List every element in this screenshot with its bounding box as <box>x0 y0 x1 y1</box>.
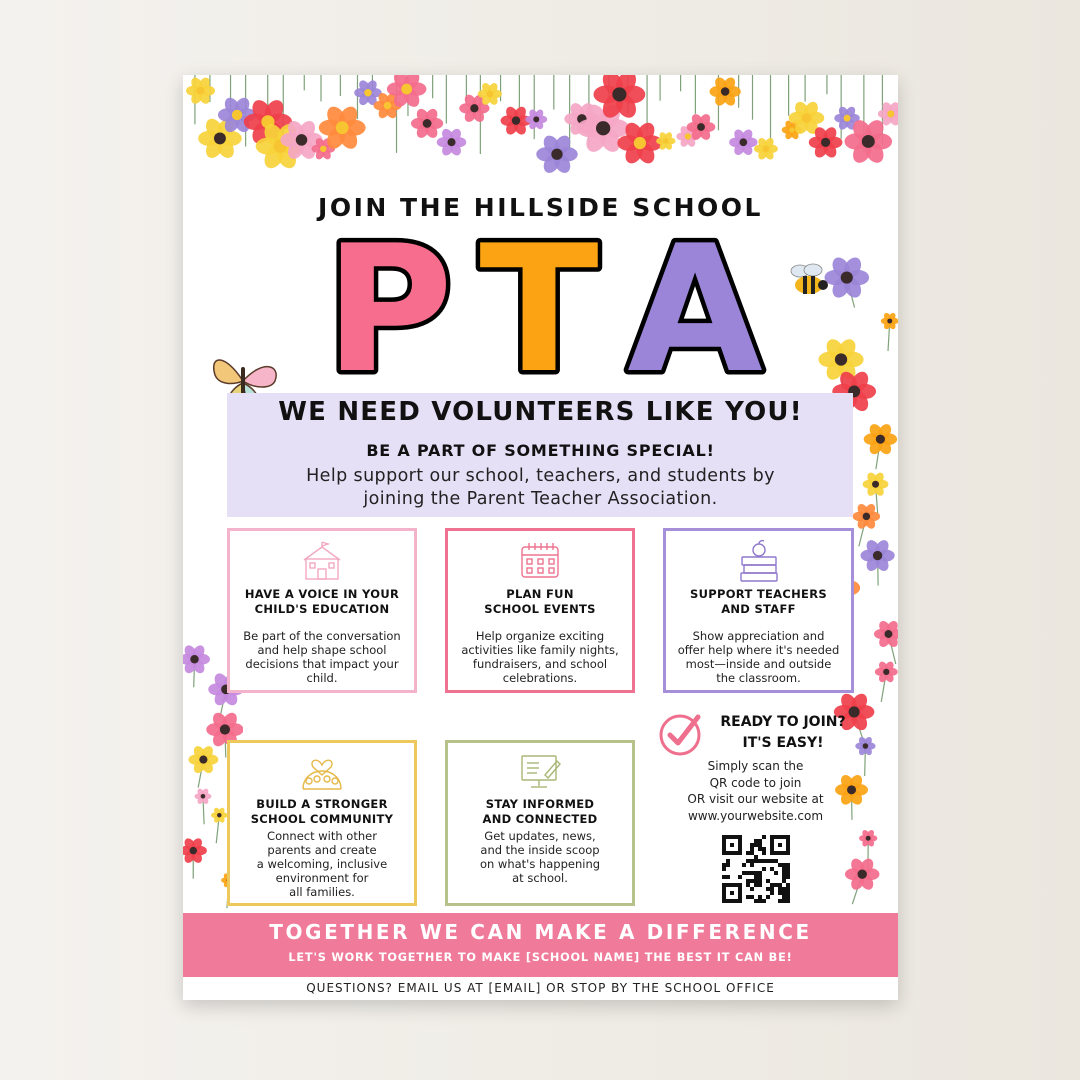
card-stay-informed <box>445 740 635 906</box>
card-title <box>454 797 626 827</box>
card-title-line: AND STAFF <box>721 602 796 616</box>
card-build-community <box>227 740 417 906</box>
card-title-line: PLAN FUN <box>506 587 574 601</box>
card-body <box>236 829 408 899</box>
card-body <box>236 629 408 685</box>
card-title-line: STAY INFORMED <box>485 797 595 811</box>
card-body-line: decisions that impact your <box>245 657 399 671</box>
card-have-a-voice <box>227 528 417 693</box>
card-body-line: Connect with other <box>267 829 377 843</box>
card-body-line: Get updates, news, <box>484 829 596 843</box>
card-plan-fun <box>445 528 635 693</box>
volunteer-subtitle: BE A PART OF SOMETHING SPECIAL! <box>366 441 715 460</box>
card-body-line: at school. <box>512 871 568 885</box>
card-title <box>236 797 408 827</box>
card-body <box>672 629 845 685</box>
ready-body-line: OR visit our website at <box>687 792 824 806</box>
card-title-line: AND CONNECTED <box>482 812 598 826</box>
card-title <box>454 587 626 617</box>
volunteer-body <box>243 465 838 511</box>
ready-title-line: IT'S EASY! <box>742 735 824 751</box>
pta-letter-p: P <box>324 225 454 385</box>
volunteer-title: WE NEED VOLUNTEERS LIKE YOU! <box>278 397 803 427</box>
volunteer-body-line: Help support our school, teachers, and students by <box>306 466 775 486</box>
card-body-line: Be part of the conversation <box>243 629 401 643</box>
card-body-line: activities like family nights, <box>461 643 619 657</box>
card-title-line: SCHOOL EVENTS <box>484 602 596 616</box>
card-body-line: fundraisers, and school <box>472 657 608 671</box>
card-body-line: Show appreciation and <box>692 629 825 643</box>
card-body-line: environment for <box>275 871 369 885</box>
card-body-line: all families. <box>289 885 355 899</box>
card-body-line: offer help where it's needed <box>677 643 840 657</box>
schoolhouse-icon <box>300 541 344 581</box>
card-title-line: SCHOOL COMMUNITY <box>250 812 394 826</box>
ready-title-line: READY TO JOIN? <box>720 714 846 730</box>
card-body-line: and the inside scoop <box>480 843 600 857</box>
ready-body-line: QR code to join <box>709 775 802 790</box>
website-link[interactable]: www.yourwebsite.com <box>687 808 824 823</box>
card-body <box>454 629 626 685</box>
calendar-icon <box>518 541 562 581</box>
computer-pencil-icon <box>517 751 563 793</box>
ready-body <box>663 758 848 824</box>
books-apple-icon <box>737 539 781 583</box>
card-title-line: BUILD A STRONGER <box>256 797 388 811</box>
bottom-subtitle: LET'S WORK TOGETHER TO MAKE [SCHOOL NAME] THE BEST IT CAN BE! <box>288 951 793 964</box>
card-body-line: Help organize exciting <box>475 629 605 643</box>
pta-flyer <box>183 75 898 1000</box>
card-title-line: SUPPORT TEACHERS <box>690 587 827 601</box>
card-body <box>454 829 626 885</box>
card-title-line: HAVE A VOICE IN YOUR <box>244 587 400 601</box>
bottom-title: TOGETHER WE CAN MAKE A DIFFERENCE <box>269 920 812 944</box>
pta-letter-a: A <box>627 225 763 385</box>
card-title-line: CHILD'S EDUCATION <box>254 602 390 616</box>
pta-letter-t: T <box>479 225 599 385</box>
volunteer-body-line: joining the Parent Teacher Association. <box>363 489 718 509</box>
card-body-line: parents and create <box>267 843 377 857</box>
floral-border-top <box>183 75 898 185</box>
card-title <box>672 587 845 617</box>
ready-title <box>703 712 863 754</box>
card-title <box>236 587 408 617</box>
card-body-line: celebrations. <box>502 671 578 685</box>
qr-code[interactable] <box>722 835 790 903</box>
card-body-line: and help shape school <box>257 643 387 657</box>
checkmark-icon <box>658 711 706 757</box>
card-body-line: a welcoming, inclusive <box>256 857 388 871</box>
community-heart-icon <box>299 751 345 793</box>
ready-body-line: Simply scan the <box>707 759 804 773</box>
pta-letters <box>183 225 898 385</box>
card-support-teachers <box>663 528 854 693</box>
card-body-line: most—inside and outside <box>685 657 832 671</box>
card-body-line: on what's happening <box>479 857 601 871</box>
questions-line: QUESTIONS? EMAIL US AT [EMAIL] OR STOP BY THE SCHOOL OFFICE <box>306 981 775 995</box>
card-body-line: the classroom. <box>716 671 801 685</box>
card-body-line: child. <box>306 671 338 685</box>
pre-title: JOIN THE HILLSIDE SCHOOL <box>318 193 763 222</box>
